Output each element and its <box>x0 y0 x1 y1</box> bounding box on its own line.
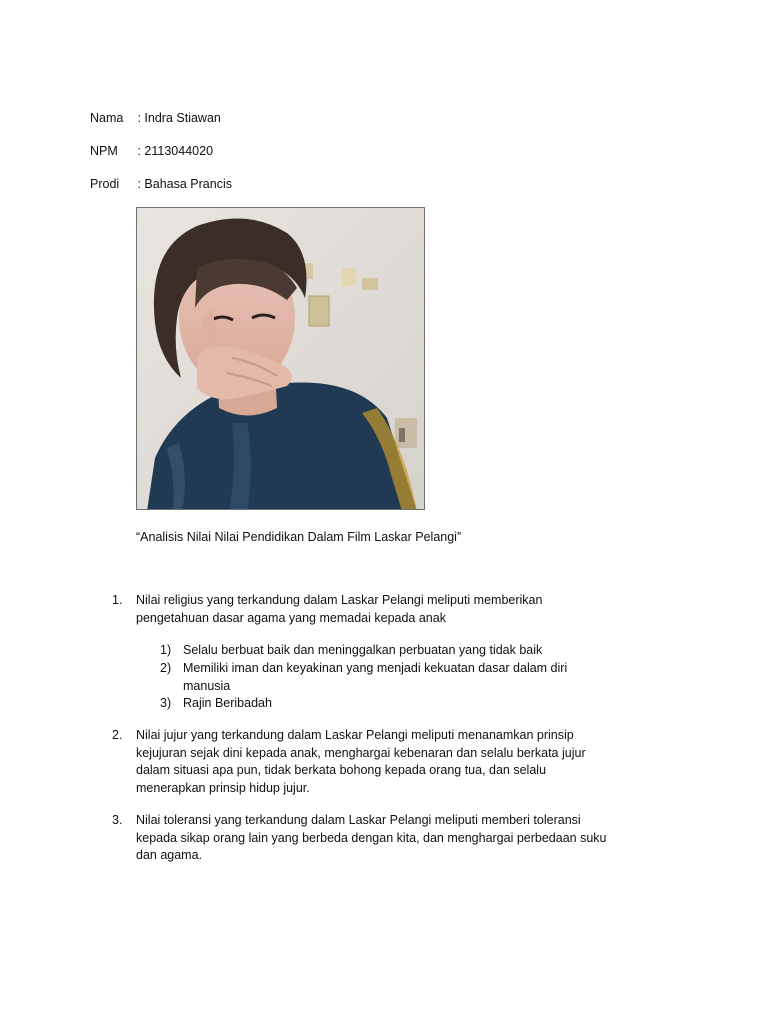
nama-value: : Indra Stiawan <box>137 111 221 125</box>
prodi-label: Prodi <box>90 177 120 191</box>
list-item-text: Nilai religius yang terkandung dalam Laskar Pelangi meliputi memberikan pengetahuan dasar agama yang memadai kepada anak <box>136 593 543 625</box>
list-item-number: 1. <box>112 593 123 607</box>
npm-label: NPM <box>90 144 118 158</box>
list-item-number: 2. <box>112 728 123 742</box>
sub-list-item-number: 2) <box>160 661 172 675</box>
nama-label: Nama <box>90 111 124 125</box>
document-title: “Analisis Nilai Nilai Pendidikan Dalam Film Laskar Pelangi” <box>136 530 462 544</box>
nama-row <box>90 109 221 127</box>
npm-value: : 2113044020 <box>137 144 214 158</box>
sub-list-item-text: Selalu berbuat baik dan meninggalkan perbuatan yang tidak baik <box>183 643 543 657</box>
sub-list-item-text: Memiliki iman dan keyakinan yang menjadi kekuatan dasar dalam diri manusia <box>183 661 568 693</box>
prodi-row <box>90 175 232 193</box>
list-item-text: Nilai toleransi yang terkandung dalam Laskar Pelangi meliputi memberi toleransi kepada sikap orang lain yang berbeda dengan kita, dan menghargai perbedaan suku dan agama. <box>136 813 607 862</box>
prodi-value: : Bahasa Prancis <box>137 177 232 191</box>
student-photo <box>136 207 425 510</box>
list-item-number: 3. <box>112 813 123 827</box>
list-item-text: Nilai jujur yang terkandung dalam Laskar Pelangi meliputi menanamkan prinsip kejujuran sejak dini kepada anak, menghargai kebenaran dan selalu berkata jujur dalam situasi apa pun, tidak berkata bohong kepada orang tua, dan selalu menerapkan prinsip hidup jujur. <box>136 728 586 795</box>
sub-list-item-number: 3) <box>160 696 172 710</box>
npm-row <box>90 142 213 160</box>
sub-list-item-text: Rajin Beribadah <box>183 696 272 710</box>
sub-list-item-number: 1) <box>160 643 172 657</box>
